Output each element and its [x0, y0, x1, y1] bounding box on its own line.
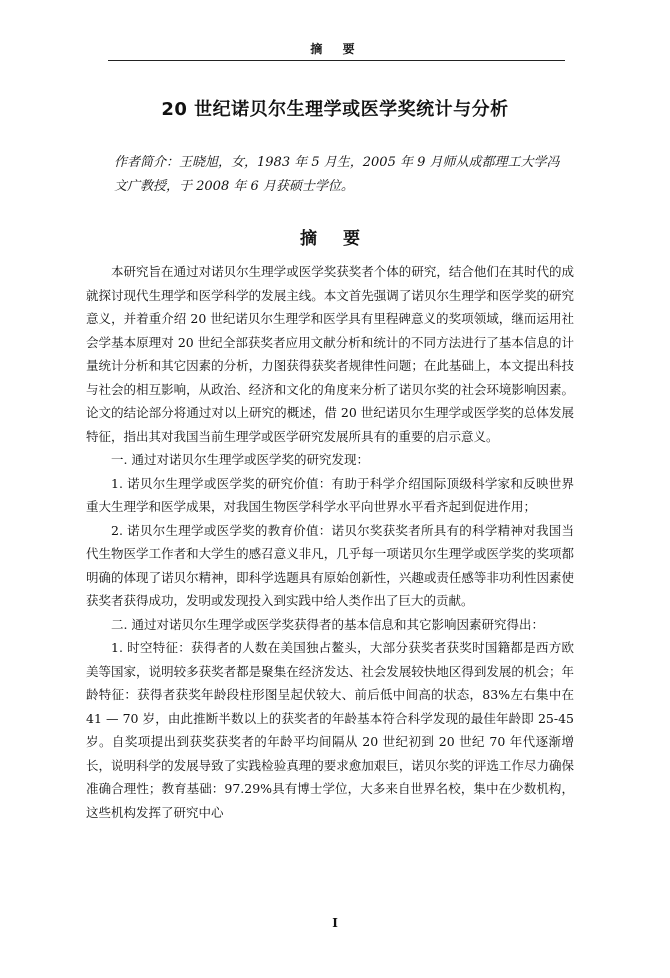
paper-title: 20 世纪诺贝尔生理学或医学奖统计与分析 — [161, 99, 509, 120]
section-heading: 一. 通过对诺贝尔生理学或医学奖的研究发现： — [111, 452, 369, 467]
abstract-body — [86, 260, 574, 824]
author-intro: 作者简介：王晓旭，女，1983 年 5 月生，2005 年 9 月师从成都理工大学冯文广教授，于 2008 年 6 月获硕士学位。 — [114, 155, 560, 194]
abstract-paragraph: 1. 时空特征：获得者的人数在美国独占鳌头，大部分获奖者获奖时国籍都是西方欧美等国家，说明较多获奖者都是聚集在经济发达、社会发展较快地区得到发展的机会；年龄特征：获得者获奖年龄段柱形图呈起伏较大、前后低中间高的状态，83%左右集中在 41 — 70 岁，由此推断半数以上的获奖者的年龄基本符合科学发现的最佳年龄即 25-45 岁。自奖项提出到获奖获奖者的年龄平均间隔从 20 世纪初到 20 世纪 70 年代逐渐增长，说明科学的发展导致了实践检验真理的要求愈加艰巨，诺贝尔奖的评选工作尽力确保准确合理性；教育基础：97.29%具有博士学位，大多来自世界名校，集中在少数机构，这些机构发挥了研究中心 — [86, 640, 574, 820]
abstract-paragraph: 1. 诺贝尔生理学或医学奖的研究价值：有助于科学介绍国际顶级科学家和反映世界重大生理学和医学成果，对我国生物医学科学水平向世界水平看齐起到促进作用； — [86, 475, 574, 514]
section-heading: 二. 通过对诺贝尔生理学或医学奖获得者的基本信息和其它影响因素研究得出： — [111, 616, 544, 632]
abstract-paragraph: 本研究旨在通过对诺贝尔生理学或医学奖获奖者个体的研究，结合他们在其时代的成就探讨现代生理学和医学科学的发展主线。本文首先强调了诺贝尔生理学和医学奖的研究意义，并着重介绍 20 世纪诺贝尔生理学和医学具有里程碑意义的奖项领域，继而运用社会学基本原理对 20 世纪全部获奖者应用文献分析和统计的不同方法进行了基本信息的计量统计分析和其它因素的分析，力图获得获奖者规律性问题；在此基础上，本文提出科技与社会的相互影响，从政治、经济和文化的角度来分析了诺贝尔奖的社会环境影响因素。论文的结论部分将通过对以上研究的概述，借 20 世纪诺贝尔生理学或医学奖的总体发展特征，指出其对我国当前生理学或医学研究发展所具有的重要的启示意义。 — [86, 264, 574, 444]
page-number: I — [332, 916, 338, 930]
running-header: 摘 要 — [310, 42, 363, 56]
abstract-paragraph: 2. 诺贝尔生理学或医学奖的教育价值：诺贝尔奖获奖者所具有的科学精神对我国当代生物医学工作者和大学生的感召意义非凡，几乎每一项诺贝尔生理学或医学奖的奖项都明确的体现了诺贝尔精神，即科学选题具有原始创新性，兴趣或责任感等非功利性因素使获奖者获得成功，发明或发现投入到实践中给人类作出了巨大的贡献。 — [86, 522, 574, 608]
abstract-heading: 摘 要 — [300, 229, 370, 249]
header-rule — [108, 60, 565, 61]
